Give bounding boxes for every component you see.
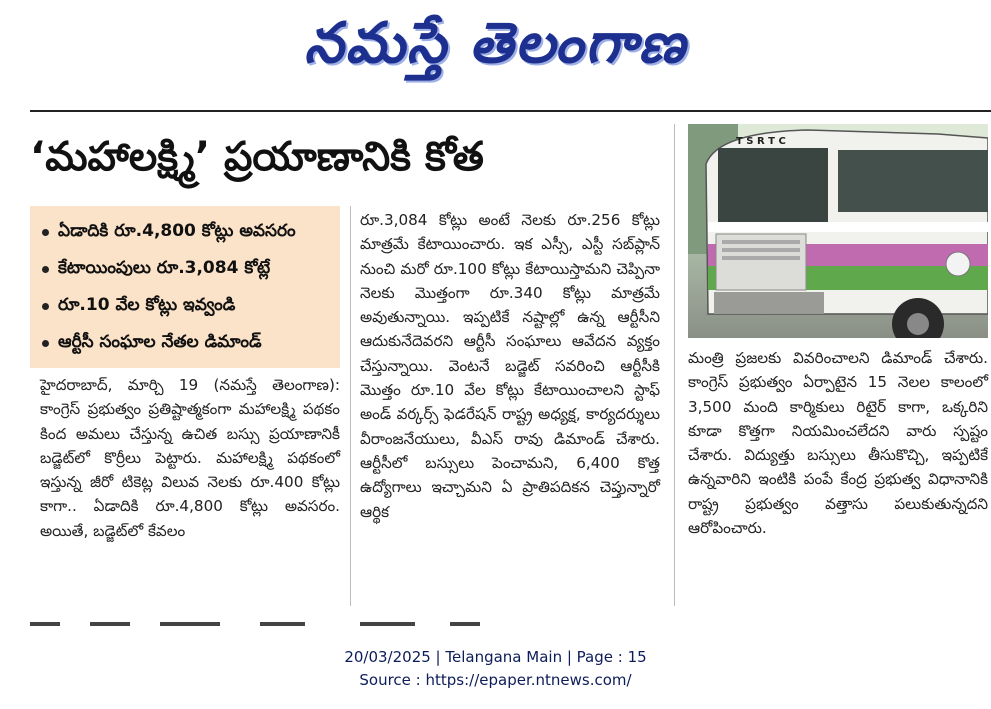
footer [0,646,991,692]
article-column-3: మంత్రి ప్రజలకు వివరించాలని డిమాండ్ చేశారు. కాంగ్రెస్ ప్రభుత్వం ఏర్పాటైన 15 నెలల కాలంలో 3,500 మంది కార్మికులు రిటైర్ కాగా, ఒక్కరిని కూడా కొత్తగా నియమించలేదని వారు స్పష్టం చేశారు. విద్యుత్తు బస్సులు తీసుకొచ్చి, ఇప్పటికే ఉన్నవారిని ఇంటికి పంపే కేంద్ర ప్రభుత్వ విధానానికి రాష్ట్ర ప్రభుత్వం వత్తాసు పలుకుతున్నదని ఆరోపించారు. [688,349,988,538]
cut-off-next-story [30,618,991,628]
bus-label: T S R T C [736,136,786,147]
bullet-icon [42,340,49,347]
bullet-icon [42,266,49,273]
article-headline: ‘మహాలక్ష్మి’ ప్రయాణానికి కోత [30,134,484,180]
masthead [0,0,991,100]
article-column-1: హైదరాబాద్, మార్చి 19 (నమస్తే తెలంగాణ): కాంగ్రెస్ ప్రభుత్వం ప్రతిష్టాత్మకంగా మహాలక్ష్మి పథకం కింద అమలు చేస్తున్న ఉచిత బస్సు ప్రయాణానికీ బడ్జెట్‌లో కొర్రీలు పెట్టారు. మహాలక్ష్మి పథకంలో ఇస్తున్న జీరో టికెట్ల విలువ నెలకు రూ.400 కోట్లు కాగా.. ఏడాదికి రూ.4,800 కోట్లు అవసరం. అయితే, బడ్జెట్‌లో కేవలం [40,376,340,540]
masthead-rule [30,110,991,112]
article-column-2: రూ.3,084 కోట్లు అంటే నెలకు రూ.256 కోట్లు మాత్రమే కేటాయించారు. ఇక ఎస్సీ, ఎస్టీ సబ్‌ప్లాన్ నుంచి మరో రూ.100 కోట్లు కేటాయిస్తామని చెప్పినా నెలకు మొత్తంగా రూ.340 కోట్లు మాత్రమే అవుతున్నాయి. ఇప్పటికే నష్టాల్లో ఉన్న ఆర్టీసీని ఆదుకునేదెవరని ఆర్టీసీ సంఘాలు ఆవేదన వ్యక్తం చేస్తున్నాయి. వెంటనే బడ్జెట్ సవరించి ఆర్టీసీకి మొత్తం రూ.10 వేల కోట్లు కేటాయించాలని స్టాఫ్ అండ్ వర్కర్స్ ఫెడరేషన్ రాష్ట్ర అధ్యక్ష, కార్యదర్శులు వీరాంజనేయులు, వీఎస్ రావు డిమాండ్ చేశారు. ఆర్టీసీలో బస్సులు పెంచామని, 6,400 కొత్త ఉద్యోగాలు ఇచ్చామని ఏ ప్రాతిపదికన చెప్తున్నారో ఆర్థిక [360,211,660,521]
highlights-box [30,206,340,368]
bullet-icon [42,229,49,236]
masthead-title: నమస్తే తెలంగాణ [304,10,687,76]
footer-source-line: Source : https://epaper.ntnews.com/ [359,671,632,689]
footer-date-line: 20/03/2025 | Telangana Main | Page : 15 [344,648,647,666]
column-divider [674,124,675,606]
bus-photo [688,124,988,338]
highlight-item: రూ.10 వేల కోట్లు ఇవ్వండి [38,288,332,325]
highlight-item: ఏడాదికి రూ.4,800 కోట్లు అవసరం [38,214,332,251]
bus-illustration [688,124,988,338]
highlight-item: కేటాయింపులు రూ.3,084 కోట్లే [38,251,332,288]
highlight-item: ఆర్టీసీ సంఘాల నేతల డిమాండ్ [38,325,332,362]
bullet-icon [42,303,49,310]
column-divider [350,206,351,606]
